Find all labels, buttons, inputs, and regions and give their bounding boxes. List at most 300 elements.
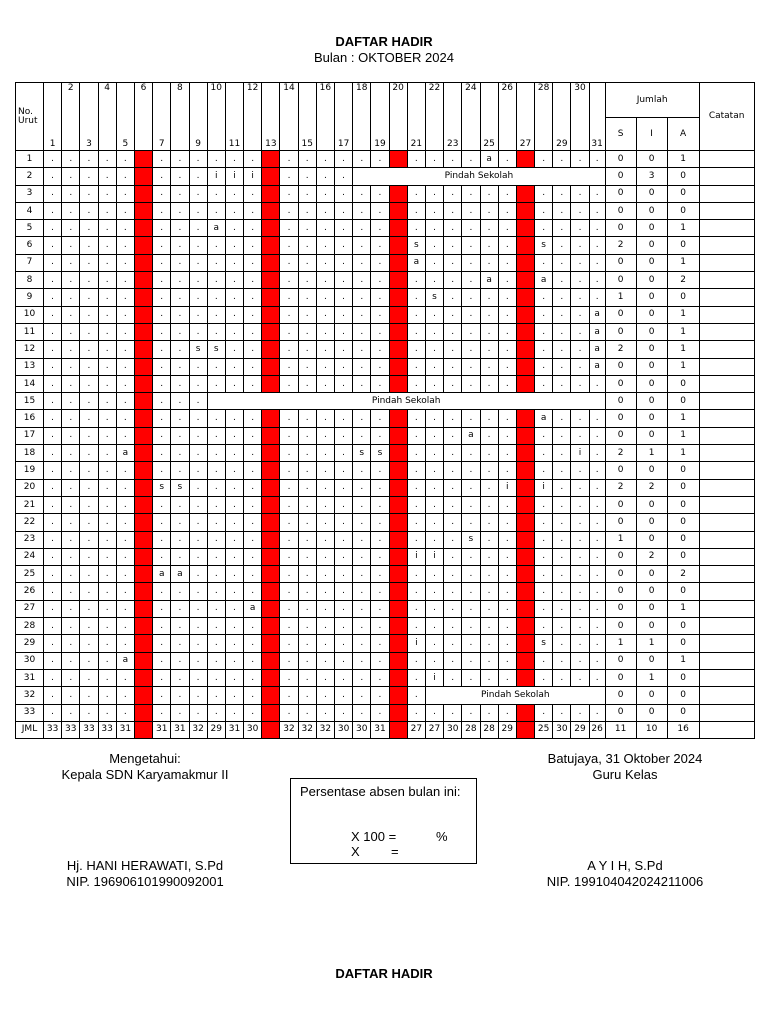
attendance-cell (516, 652, 534, 669)
row-number: 13 (16, 358, 44, 375)
attendance-cell: . (62, 445, 80, 462)
attendance-cell: . (153, 445, 171, 462)
day-header-29 (553, 83, 571, 151)
attendance-cell: . (444, 600, 462, 617)
attendance-cell: . (280, 618, 298, 635)
attendance-cell: . (116, 168, 134, 185)
attendance-cell: . (498, 583, 516, 600)
attendance-cell: . (462, 635, 480, 652)
attendance-cell (516, 289, 534, 306)
attendance-cell: . (153, 704, 171, 721)
attendance-cell: . (280, 514, 298, 531)
attendance-cell: . (207, 445, 225, 462)
total-a: 1 (667, 358, 699, 375)
total-i: 0 (636, 652, 667, 669)
attendance-cell: i (225, 168, 243, 185)
attendance-cell: . (498, 254, 516, 271)
day-header-6 (134, 83, 152, 151)
attendance-cell: . (62, 618, 80, 635)
attendance-cell: . (444, 341, 462, 358)
total-i: 0 (636, 566, 667, 583)
attendance-cell: . (44, 635, 62, 652)
day-number: 6 (140, 83, 147, 93)
attendance-cell: . (371, 635, 389, 652)
attendance-cell: . (353, 306, 371, 323)
attendance-cell: . (480, 375, 498, 392)
attendance-cell: . (371, 514, 389, 531)
attendance-cell: . (425, 531, 443, 548)
attendance-cell: . (298, 514, 316, 531)
attendance-cell: . (44, 548, 62, 565)
attendance-cell: . (298, 496, 316, 513)
total-a: 0 (667, 635, 699, 652)
attendance-cell: . (62, 410, 80, 427)
attendance-cell (389, 220, 407, 237)
attendance-cell: . (535, 531, 553, 548)
attendance-cell: i (571, 445, 589, 462)
attendance-cell: . (571, 289, 589, 306)
attendance-cell: . (407, 272, 425, 289)
attendance-cell: . (571, 618, 589, 635)
attendance-cell: . (571, 548, 589, 565)
attendance-cell: . (335, 445, 353, 462)
attendance-cell: . (298, 289, 316, 306)
attendance-cell: . (316, 445, 334, 462)
attendance-cell: . (207, 583, 225, 600)
attendance-cell: . (225, 237, 243, 254)
attendance-cell: . (116, 151, 134, 168)
attendance-cell: . (498, 306, 516, 323)
attendance-cell: . (244, 496, 262, 513)
attendance-cell: . (153, 341, 171, 358)
attendance-cell: . (98, 548, 116, 565)
attendance-cell: . (535, 358, 553, 375)
attendance-cell: . (480, 514, 498, 531)
attendance-cell: . (298, 600, 316, 617)
attendance-cell: . (407, 410, 425, 427)
total-i: 2 (636, 548, 667, 565)
attendance-cell: . (62, 254, 80, 271)
attendance-cell: . (407, 462, 425, 479)
total-s: 0 (605, 185, 636, 202)
attendance-cell: . (571, 479, 589, 496)
attendance-cell: . (280, 289, 298, 306)
attendance-cell (134, 635, 152, 652)
attendance-cell: . (280, 600, 298, 617)
attendance-cell: . (425, 254, 443, 271)
attendance-cell (134, 669, 152, 686)
total-a: 0 (667, 185, 699, 202)
attendance-cell (389, 618, 407, 635)
table-row (16, 306, 755, 323)
attendance-cell (389, 462, 407, 479)
attendance-cell: . (444, 704, 462, 721)
attendance-cell: . (62, 479, 80, 496)
attendance-cell: a (462, 427, 480, 444)
attendance-cell: . (244, 704, 262, 721)
row-number: 17 (16, 427, 44, 444)
row-number: 7 (16, 254, 44, 271)
transfer-note: Pindah Sekolah (353, 168, 605, 185)
attendance-cell: . (589, 652, 605, 669)
attendance-cell: . (480, 618, 498, 635)
day-number: 24 (465, 83, 477, 93)
attendance-cell: . (98, 272, 116, 289)
attendance-cell: . (371, 687, 389, 704)
attendance-cell: . (444, 220, 462, 237)
attendance-cell: . (280, 427, 298, 444)
total-i: 0 (636, 151, 667, 168)
attendance-cell: . (589, 375, 605, 392)
attendance-cell: . (171, 531, 189, 548)
attendance-cell: . (280, 496, 298, 513)
attendance-cell (134, 687, 152, 704)
attendance-cell: . (462, 272, 480, 289)
attendance-cell: . (44, 462, 62, 479)
attendance-cell: . (444, 514, 462, 531)
attendance-cell: . (353, 220, 371, 237)
total-a: 0 (667, 618, 699, 635)
attendance-cell: . (335, 254, 353, 271)
attendance-cell: . (571, 341, 589, 358)
attendance-cell: a (589, 341, 605, 358)
attendance-cell: . (116, 220, 134, 237)
table-row (16, 358, 755, 375)
attendance-cell: . (553, 704, 571, 721)
footer-left-name: Hj. HANI HERAWATI, S.Pd (66, 858, 224, 873)
attendance-cell: . (280, 185, 298, 202)
jml-day-total: 30 (353, 721, 371, 738)
attendance-cell: . (498, 289, 516, 306)
attendance-cell: . (171, 704, 189, 721)
attendance-cell: i (207, 168, 225, 185)
table-row (16, 445, 755, 462)
attendance-cell: . (225, 514, 243, 531)
attendance-cell: . (116, 341, 134, 358)
attendance-cell: . (425, 600, 443, 617)
attendance-cell: . (407, 600, 425, 617)
attendance-cell: . (298, 220, 316, 237)
attendance-cell: . (153, 168, 171, 185)
attendance-cell: . (280, 635, 298, 652)
attendance-cell (134, 151, 152, 168)
attendance-cell: . (98, 427, 116, 444)
attendance-cell (516, 220, 534, 237)
attendance-cell: . (498, 600, 516, 617)
attendance-cell: . (298, 635, 316, 652)
attendance-cell: . (116, 566, 134, 583)
attendance-cell: . (207, 687, 225, 704)
attendance-cell: . (553, 358, 571, 375)
attendance-cell: . (116, 289, 134, 306)
attendance-cell: . (589, 514, 605, 531)
attendance-cell: . (462, 669, 480, 686)
attendance-cell: . (498, 669, 516, 686)
attendance-cell: . (62, 652, 80, 669)
attendance-cell: . (189, 618, 207, 635)
attendance-cell (516, 531, 534, 548)
attendance-cell: . (571, 323, 589, 340)
attendance-cell: i (425, 548, 443, 565)
row-number: 18 (16, 445, 44, 462)
attendance-cell: . (116, 583, 134, 600)
attendance-cell: . (353, 531, 371, 548)
row-number: 20 (16, 479, 44, 496)
attendance-cell (134, 341, 152, 358)
attendance-cell: . (153, 652, 171, 669)
attendance-cell: . (80, 254, 98, 271)
attendance-cell (516, 479, 534, 496)
total-i: 0 (636, 323, 667, 340)
attendance-cell: . (571, 514, 589, 531)
attendance-cell (516, 341, 534, 358)
attendance-cell: . (316, 272, 334, 289)
jml-day-total: 29 (498, 721, 516, 738)
attendance-cell: . (189, 375, 207, 392)
attendance-cell: . (280, 566, 298, 583)
attendance-cell: . (444, 202, 462, 219)
day-number: 31 (591, 139, 603, 149)
attendance-cell: i (535, 479, 553, 496)
attendance-cell: a (207, 220, 225, 237)
total-s: 0 (605, 254, 636, 271)
total-i: 0 (636, 220, 667, 237)
day-number: 20 (392, 83, 404, 93)
attendance-cell (134, 168, 152, 185)
attendance-cell: . (316, 375, 334, 392)
jml-day-total: 32 (280, 721, 298, 738)
attendance-cell: . (171, 462, 189, 479)
jml-row (16, 721, 755, 738)
jml-day-total: 33 (98, 721, 116, 738)
attendance-cell: . (462, 462, 480, 479)
attendance-cell: . (589, 583, 605, 600)
attendance-cell: . (553, 514, 571, 531)
attendance-cell: . (98, 583, 116, 600)
attendance-cell: . (462, 566, 480, 583)
attendance-cell: s (371, 445, 389, 462)
total-s: 2 (605, 237, 636, 254)
attendance-cell: . (225, 358, 243, 375)
attendance-cell: . (480, 669, 498, 686)
attendance-cell: . (80, 618, 98, 635)
attendance-cell: . (444, 652, 462, 669)
jml-day-total: 30 (553, 721, 571, 738)
catatan-cell (699, 202, 754, 219)
attendance-cell: . (207, 375, 225, 392)
attendance-cell: . (44, 202, 62, 219)
attendance-cell: . (316, 635, 334, 652)
attendance-cell: . (98, 496, 116, 513)
attendance-cell: . (62, 427, 80, 444)
attendance-cell (389, 272, 407, 289)
attendance-cell: . (571, 220, 589, 237)
jml-day-total: 33 (62, 721, 80, 738)
attendance-cell (516, 375, 534, 392)
attendance-cell: . (80, 202, 98, 219)
transfer-note: Pindah Sekolah (425, 687, 605, 704)
attendance-cell: . (444, 237, 462, 254)
attendance-cell: . (353, 704, 371, 721)
attendance-cell: . (207, 548, 225, 565)
percentage-formula-bottom: X (351, 844, 360, 859)
attendance-cell: . (98, 306, 116, 323)
col-i: I (636, 118, 667, 151)
attendance-cell: . (98, 254, 116, 271)
attendance-cell: a (244, 600, 262, 617)
attendance-cell: . (353, 151, 371, 168)
row-number: 1 (16, 151, 44, 168)
attendance-cell: . (462, 496, 480, 513)
row-number: 28 (16, 618, 44, 635)
row-number: 24 (16, 548, 44, 565)
attendance-cell: . (62, 514, 80, 531)
attendance-cell: . (316, 548, 334, 565)
attendance-cell: . (44, 323, 62, 340)
attendance-cell: . (480, 583, 498, 600)
attendance-cell (134, 289, 152, 306)
attendance-cell: . (225, 462, 243, 479)
attendance-cell: . (280, 272, 298, 289)
attendance-cell: . (407, 583, 425, 600)
attendance-cell: . (225, 618, 243, 635)
attendance-cell: . (553, 289, 571, 306)
attendance-cell (516, 445, 534, 462)
attendance-cell: . (62, 289, 80, 306)
total-a: 0 (667, 393, 699, 410)
attendance-cell: . (335, 289, 353, 306)
attendance-cell: . (353, 289, 371, 306)
attendance-cell: . (116, 358, 134, 375)
attendance-cell: . (407, 202, 425, 219)
attendance-cell: . (116, 704, 134, 721)
attendance-cell: . (589, 272, 605, 289)
total-a: 0 (667, 289, 699, 306)
attendance-cell: . (171, 375, 189, 392)
jml-day-total: 32 (316, 721, 334, 738)
attendance-cell: . (480, 496, 498, 513)
attendance-cell: . (98, 393, 116, 410)
attendance-cell: . (225, 185, 243, 202)
row-number: 14 (16, 375, 44, 392)
attendance-cell: . (571, 704, 589, 721)
attendance-cell: . (498, 272, 516, 289)
header-row-top (16, 83, 755, 118)
attendance-cell: . (480, 531, 498, 548)
attendance-cell: . (153, 254, 171, 271)
attendance-cell: . (498, 704, 516, 721)
attendance-cell (516, 462, 534, 479)
attendance-cell: . (444, 462, 462, 479)
attendance-cell: . (444, 566, 462, 583)
attendance-cell: . (116, 375, 134, 392)
attendance-cell: . (553, 202, 571, 219)
total-a: 0 (667, 202, 699, 219)
attendance-cell: . (480, 652, 498, 669)
attendance-cell (262, 272, 280, 289)
attendance-cell: a (480, 272, 498, 289)
attendance-cell: . (153, 669, 171, 686)
footer-left-acknowledge: Mengetahui: (109, 751, 181, 766)
attendance-cell: . (425, 652, 443, 669)
row-number: 25 (16, 566, 44, 583)
attendance-cell: . (116, 531, 134, 548)
attendance-cell: . (425, 358, 443, 375)
attendance-cell: . (425, 462, 443, 479)
total-a: 1 (667, 410, 699, 427)
attendance-cell (389, 358, 407, 375)
attendance-cell: . (589, 704, 605, 721)
table-row (16, 548, 755, 565)
table-row (16, 496, 755, 513)
attendance-cell: . (335, 202, 353, 219)
total-a: 1 (667, 220, 699, 237)
attendance-cell: . (280, 548, 298, 565)
table-row (16, 375, 755, 392)
attendance-cell (262, 583, 280, 600)
attendance-cell: . (571, 566, 589, 583)
attendance-cell: . (225, 652, 243, 669)
day-header-5 (116, 83, 134, 151)
attendance-cell: . (425, 566, 443, 583)
jml-day-total: 30 (444, 721, 462, 738)
col-no-urut: No. Urut (16, 83, 44, 151)
attendance-cell: . (535, 600, 553, 617)
total-s: 0 (605, 548, 636, 565)
catatan-cell (699, 531, 754, 548)
day-header-14 (280, 83, 298, 151)
attendance-cell: . (571, 272, 589, 289)
attendance-cell: . (80, 272, 98, 289)
attendance-cell (262, 635, 280, 652)
footer-right-position: Guru Kelas (592, 767, 658, 782)
attendance-cell: . (225, 583, 243, 600)
jml-day-total: 31 (225, 721, 243, 738)
attendance-cell: . (553, 254, 571, 271)
total-a: 1 (667, 254, 699, 271)
attendance-cell: . (462, 237, 480, 254)
attendance-cell: . (244, 687, 262, 704)
attendance-cell: . (335, 185, 353, 202)
attendance-cell: . (589, 254, 605, 271)
attendance-cell: . (98, 652, 116, 669)
attendance-cell: . (153, 514, 171, 531)
attendance-cell (389, 583, 407, 600)
attendance-cell: . (480, 202, 498, 219)
attendance-cell: . (553, 583, 571, 600)
attendance-cell: . (462, 289, 480, 306)
day-number: 11 (228, 139, 241, 149)
attendance-cell: . (280, 652, 298, 669)
attendance-cell: . (62, 151, 80, 168)
attendance-cell: . (62, 168, 80, 185)
attendance-cell: . (207, 514, 225, 531)
attendance-cell: . (462, 652, 480, 669)
attendance-cell (262, 618, 280, 635)
attendance-cell: . (44, 704, 62, 721)
attendance-cell: . (425, 427, 443, 444)
attendance-cell: . (462, 583, 480, 600)
attendance-cell (516, 704, 534, 721)
attendance-cell: . (298, 358, 316, 375)
attendance-cell (389, 410, 407, 427)
attendance-cell: . (298, 704, 316, 721)
attendance-cell: . (498, 410, 516, 427)
attendance-cell (389, 254, 407, 271)
attendance-cell (134, 496, 152, 513)
attendance-cell: . (171, 635, 189, 652)
attendance-cell: . (444, 496, 462, 513)
